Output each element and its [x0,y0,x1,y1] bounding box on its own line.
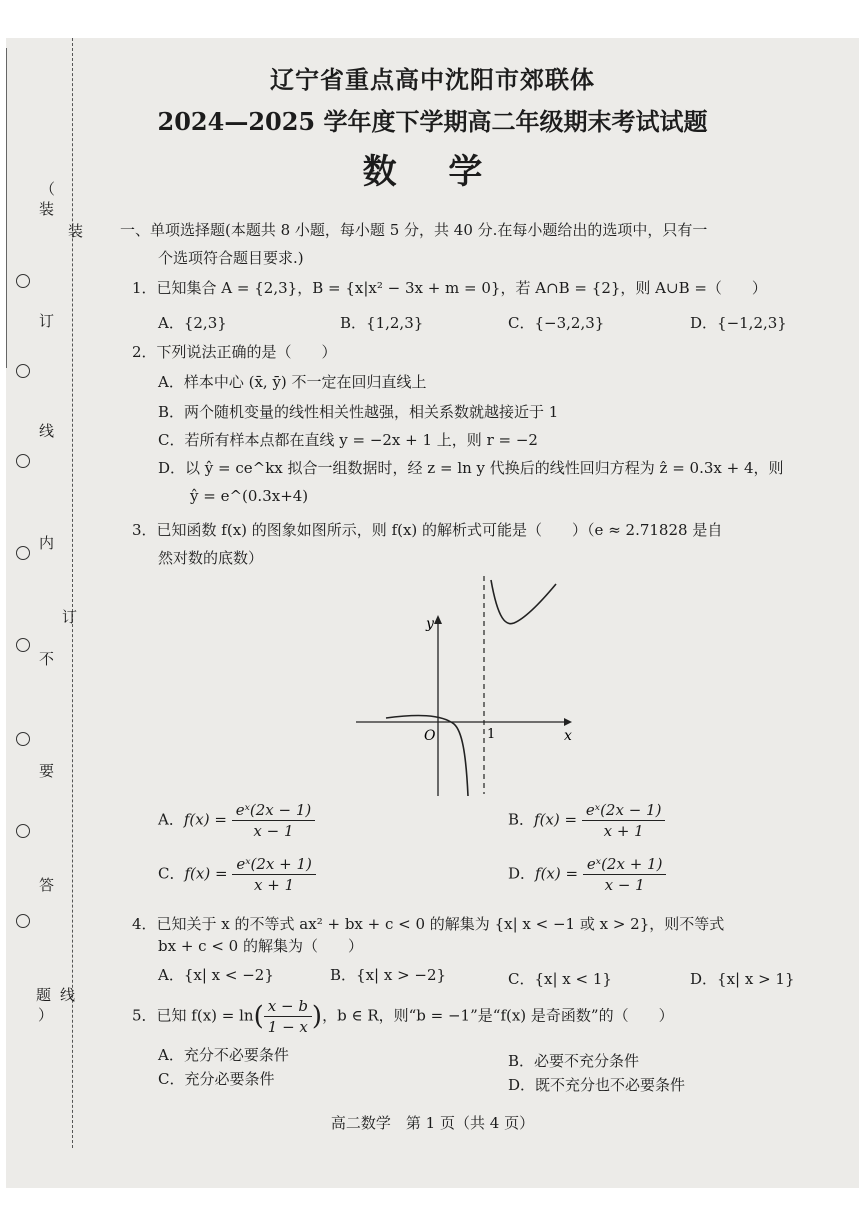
margin-label: 题 [36,986,52,1004]
margin-label: 内 [39,534,55,552]
question-4-option-c: C．{x| x < 1} [508,970,612,988]
question-3-option-d: D．f(x) = $\frac{\text{eˣ(2x + 1)}}{x - 1}$ [508,854,666,895]
margin-label: （ [40,180,56,198]
asymptote-label: 1 [487,727,496,742]
margin-label: 订 [39,312,55,330]
binding-hole [16,364,30,378]
binding-hole [16,274,30,288]
margin-label: 装 [39,200,55,218]
binding-hole [16,914,30,928]
question-2-option-a: A．样本中心 (x̄, ȳ) 不一定在回归直线上 [158,373,427,391]
question-3-function-graph [346,568,586,808]
question-2-option-d: D．以 ŷ = ce^kx 拟合一组数据时，经 z = ln y 代换后的线性回归方程为 ẑ = 0.3x + 4，则 [158,459,784,477]
margin-label: ） [38,1006,54,1024]
question-3-option-a: A．f(x) = $\frac{\text{eˣ(2x − 1)}}{x - 1}$ [158,800,315,841]
question-3-stem: 3．已知函数 f(x) 的图象如图所示，则 f(x) 的解析式可能是（ ）（e ≈ 2.71828 是自 [132,521,723,539]
question-4-option-d: D．{x| x > 1} [690,970,795,988]
fraction: $\frac{\text{eˣ(2x + 1)}}{x - 1}$ [583,854,667,895]
question-3-option-b: B．f(x) = $\frac{\text{eˣ(2x − 1)}}{x + 1}$ [508,800,665,841]
binding-hole [16,732,30,746]
margin-label: 要 [39,762,55,780]
fraction: $\frac{x - b}{1 - x}$ [264,996,312,1037]
exam-page [6,38,859,1188]
question-1-option-b: B．{1,2,3} [340,314,424,332]
y-axis-label: y [426,616,434,632]
question-4-option-b: B．{x| x > −2} [330,966,447,984]
question-3-option-c: C．f(x) = $\frac{\text{eˣ(2x + 1)}}{x + 1}$ [158,854,316,895]
x-axis-label: x [564,728,572,744]
fraction: $\frac{\text{eˣ(2x − 1)}}{x + 1}$ [582,800,666,841]
question-5-option-c: C．充分必要条件 [158,1070,275,1088]
section-heading-cont: 个选项符合题目要求.) [158,249,304,267]
fraction: $\frac{\text{eˣ(2x − 1)}}{x - 1}$ [232,800,316,841]
question-5-option-b: B．必要不充分条件 [508,1052,640,1070]
margin-label: 线 [60,986,76,1004]
question-4-stem: 4．已知关于 x 的不等式 ax² + bx + c < 0 的解集为 {x| x < −1 或 x > 2}，则不等式 [132,915,725,933]
question-5-option-a: A．充分不必要条件 [158,1046,289,1064]
question-3-stem-cont: 然对数的底数） [158,549,264,567]
binding-hole [16,454,30,468]
margin-label: 装 [68,222,84,240]
question-1-stem: 1．已知集合 A = {2,3}，B = {x|x² − 3x + m = 0}，若 A∩B = {2}，则 A∪B =（ ） [132,279,767,297]
exam-term-title: 2024—2025 学年度下学期高二年级期末考试试题 [157,107,708,136]
question-5-option-d: D．既不充分也不必要条件 [508,1076,686,1094]
right-branch-curve [491,580,556,624]
margin-label: 不 [39,650,55,668]
binding-hole [16,824,30,838]
binding-hole [16,546,30,560]
exam-school-title: 辽宁省重点高中沈阳市郊联体 [270,65,595,94]
question-4-stem-cont: bx + c < 0 的解集为（ ） [158,937,363,955]
question-5-stem: 5．已知 f(x) = ln( $\frac{x - b}{1 - x}$ )，b ∈ R，则“b = −1”是“f(x) 是奇函数”的（ ） [132,997,674,1036]
page-edge-line [6,48,7,368]
question-1-option-c: C．{−3,2,3} [508,314,605,332]
binding-hole [16,638,30,652]
page-footer: 高二数学 第 1 页（共 4 页） [330,1114,535,1132]
binding-dashed-line [72,38,73,1148]
margin-label: 订 [62,608,78,626]
exam-subject-title: 数 学 [362,152,503,192]
question-2-option-d-cont: ŷ = e^(0.3x+4) [190,487,309,505]
fraction: $\frac{\text{eˣ(2x + 1)}}{x + 1}$ [232,854,316,895]
origin-label: O [424,728,436,744]
section-heading: 一、单项选择题(本题共 8 小题，每小题 5 分，共 40 分.在每小题给出的选项中，只有一 [120,221,708,239]
question-1-option-a: A．{2,3} [158,314,227,332]
question-2-option-c: C．若所有样本点都在直线 y = −2x + 1 上，则 r = −2 [158,431,538,449]
x-axis-arrow [564,718,572,726]
y-axis-arrow [434,615,442,624]
margin-label: 答 [39,876,55,894]
question-1-option-d: D．{−1,2,3} [690,314,787,332]
margin-label: 线 [39,422,55,440]
question-2-option-b: B．两个随机变量的线性相关性越强，相关系数就越接近于 1 [158,403,559,421]
question-2-stem: 2．下列说法正确的是（ ） [132,343,337,361]
question-4-option-a: A．{x| x < −2} [158,966,274,984]
